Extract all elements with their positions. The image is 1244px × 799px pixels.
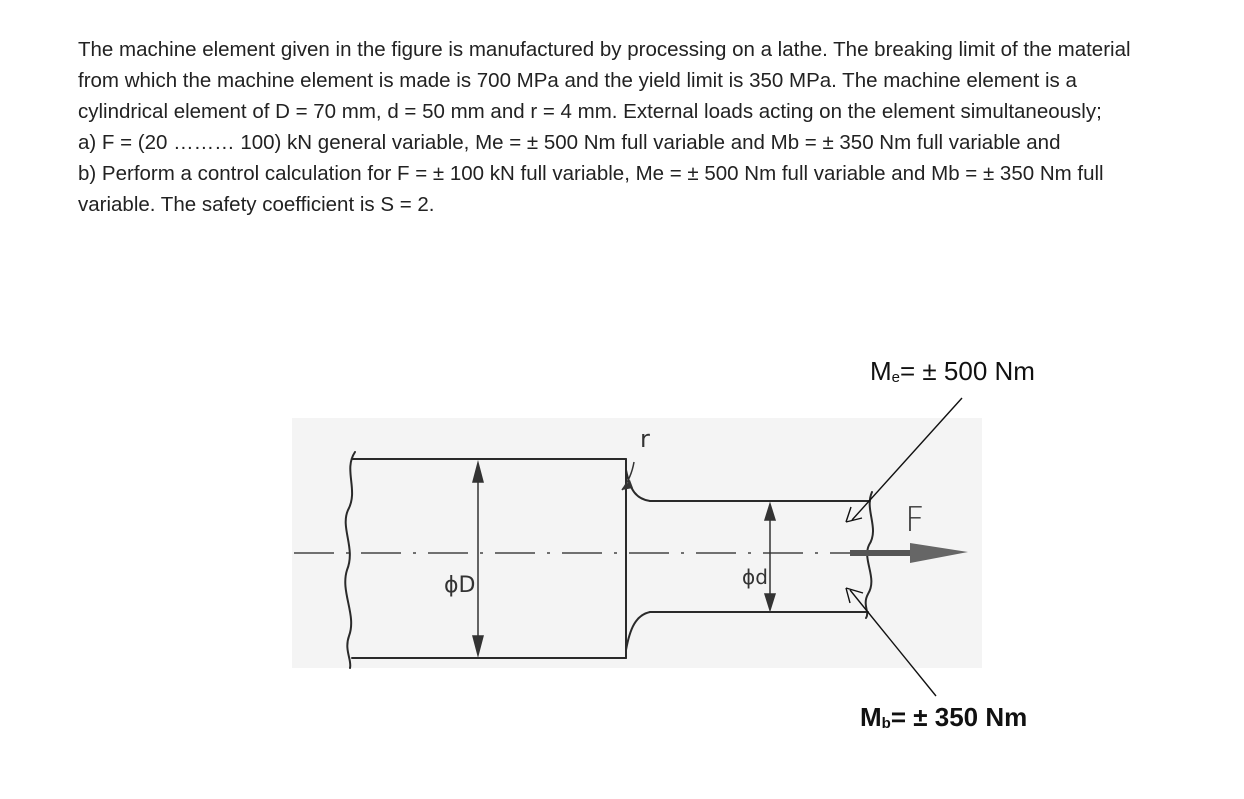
dimension-label-d: ϕd [742, 565, 768, 589]
me-moment-label [870, 356, 1035, 387]
problem-item-a: a) F = (20 ……… 100) kN general variable, Me = ± 500 Nm full variable and Mb = ± 350 Nm full variable and [78, 131, 1061, 154]
problem-item-b: b) Perform a control calculation for F = ± 100 kN full variable, Me = ± 500 Nm full variable and Mb = ± 350 Nm full variable. The safety coefficient is S = 2. [78, 162, 1104, 216]
me-subscript: e [891, 369, 901, 386]
me-value: = ± 500 Nm [900, 356, 1035, 386]
scan-background [292, 418, 982, 668]
problem-paragraph: The machine element given in the figure is manufactured by processing on a lathe. The breaking limit of the material from which the machine element is made is 700 MPa and the yield limit is 350 MPa. The machine element is a cylindrical element of D = 70 mm, d = 50 mm and r = 4 mm. External loads acting on the element simultaneously; [78, 38, 1131, 123]
fillet-label: r [640, 425, 650, 453]
mb-moment-label [860, 702, 1027, 733]
mb-symbol: M [860, 702, 882, 732]
dimension-label-D: ϕD [444, 573, 476, 598]
mb-value: = ± 350 Nm [890, 702, 1028, 732]
force-label: F [905, 500, 925, 540]
me-symbol: M [870, 356, 892, 386]
mb-subscript: b [881, 715, 891, 732]
